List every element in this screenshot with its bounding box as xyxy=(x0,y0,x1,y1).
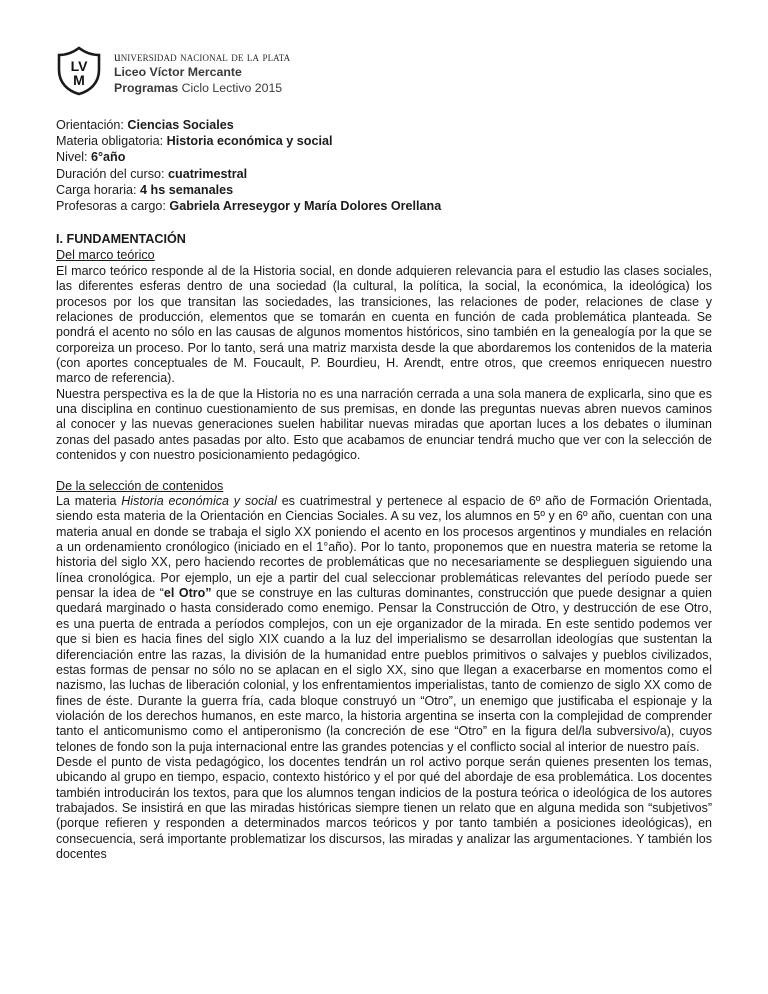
seleccion-text-a: La materia xyxy=(56,494,122,509)
university-name: universidad nacional de la plata xyxy=(114,49,291,64)
seleccion-text-b: es cuatrimestral y pertenece al espacio de 6º año de Formación Orientada, siendo esta materia de la Orientación en Ciencias Sociales. A su vez, los alumnos en 5º y en 6º año, cuentan con una materia anual en donde se trabaja el siglo XX poniendo el acento en los procesos argentinos y mundiales en relación a un ordenamiento cronólogico (iniciado en el 1°año). Por lo tanto, proponemos que en nuestra materia se retome la historia del siglo XX, pero haciendo recortes de problemáticas que no necesariamente se desplieguen siguiendo una línea cronológica. Por ejemplo, un eje a partir del cual seleccionar problemáticas relevantes del período puede ser pensar la idea de “ xyxy=(56,494,713,601)
meta-value-duracion: cuatrimestral xyxy=(168,166,248,181)
meta-label-orientacion: Orientación: xyxy=(56,118,128,132)
programs-label: Programas xyxy=(114,81,179,95)
seleccion-subject-italic: Historia económica y social xyxy=(121,494,277,509)
subheading-marco-teorico: Del marco teórico xyxy=(56,248,155,263)
svg-text:M: M xyxy=(73,72,85,88)
meta-row-nivel xyxy=(56,149,716,165)
meta-row-duracion xyxy=(56,166,716,182)
letterhead xyxy=(56,46,290,96)
svg-text:LV: LV xyxy=(70,58,88,74)
meta-row-materia xyxy=(56,133,716,149)
heading-fundamentacion: I. FUNDAMENTACIÓN xyxy=(56,232,186,246)
meta-label-duracion: Duración del curso: xyxy=(56,166,168,181)
meta-value-nivel: 6°año xyxy=(91,150,126,165)
meta-value-materia: Historia económica y social xyxy=(166,134,333,149)
school-name: Liceo Víctor Mercante xyxy=(114,65,242,79)
paragraph-marco-teorico-1: El marco teórico responde al de la Historia social, en donde adquieren relevancia para el estudio las clases sociales, las diferentes esferas dentro de una sociedad (la cultural, la política, la social, la económica, la ideológica) los procesos por los que transitan las sociedades, las transiciones, las relaciones de poder, relaciones de clase y relaciones de producción, elementos que se tomarán en cuenta en función de cada problemática planteada. Se pondrá el acento no sólo en las causas de algunos momentos históricos, sino también en la genealogía por la que se corporeiza un proceso. Por lo tanto, será una matriz marxista desde la que abordaremos los contenidos de la materia (con aportes conceptuales de M. Foucault, P. Bourdieu, H. Arendt, entre otros, que creemos enriquecen nuestro marco de referencia). xyxy=(56,263,712,386)
meta-row-carga-horaria xyxy=(56,182,716,198)
meta-row-profesoras xyxy=(56,198,716,214)
letterhead-text xyxy=(114,46,290,96)
meta-row-orientacion xyxy=(56,117,716,133)
paragraph-seleccion-1 xyxy=(56,494,712,755)
course-metadata xyxy=(56,117,716,214)
meta-value-profesoras: Gabriela Arreseygor y María Dolores Orellana xyxy=(169,199,442,214)
programs-cycle: Ciclo Lectivo 2015 xyxy=(178,81,283,95)
document-body xyxy=(56,232,712,862)
section-spacer xyxy=(56,463,712,478)
meta-label-profesoras: Profesoras a cargo: xyxy=(56,199,170,214)
lvm-shield-logo-icon xyxy=(56,46,102,96)
seleccion-el-otro-bold: el Otro” xyxy=(163,586,212,601)
paragraph-seleccion-2: Desde el punto de vista pedagógico, los docentes tendrán un rol activo porque serán quienes presenten los temas, ubicando al grupo en tiempo, espacio, contexto histórico y el por qué del abordaje de esa problemática. Los docentes también introducirán los textos, para que los alumnos tengan indicios de la postura teórica o ideológica de los autores trabajados. Se insistirá en que las miradas históricas siempre tienen un relato que en alguna medida son “subjetivos” (porque refieren y responden a determinados marcos teóricos y por tanto también a posiciones ideológicas), en consecuencia, será importante problematizar los discursos, las miradas y analizar las argumentaciones. Y también los docentes xyxy=(56,754,712,861)
meta-label-carga-horaria: Carga horaria: xyxy=(56,182,140,197)
meta-value-carga-horaria: 4 hs semanales xyxy=(140,182,234,197)
meta-label-materia: Materia obligatoria: xyxy=(56,134,167,149)
seleccion-text-c: que se construye en las culturas dominantes, construcción que puede designar a quien quedará marginado o hasta considerado como enemigo. Pensar la Construcción de Otro, y destrucción de ese Otro, es una puerta de entrada a períodos complejos, con un eje organizador de la mirada. En este sentido podemos ver que si bien es hacia fines del siglo XIX cuando a la luz del imperialismo se desarrollan ideologías que sustentan la diferenciación entre las razas, la división de la humanidad entre pueblos primitivos o salvajes y pueblos civilizados, estas formas de pensar no sólo no se aplacan en el siglo XX, sino que llegan a exacerbarse en momentos como el nazismo, las luchas de liberación colonial, y los enfrentamientos imperialistas, tanto de comienzo de siglo XX como de fines de éste. Durante la guerra fría, cada bloque construyó un “Otro”, un enemigo que justificaba el espionaje y la violación de los derechos humanos, en este marco, la historia argentina se inserta con la complejidad de comprender tanto el anticomunismo como el antiperonismo (la concreción de ese “Otro” en la figura del/la subversivo/a), cuyos telones de fondo son la puja internacional entre las grandes potencias y el conflicto social al interior de nuestro país. xyxy=(56,586,712,754)
programs-line xyxy=(114,80,290,96)
meta-label-nivel: Nivel: xyxy=(56,150,91,165)
paragraph-marco-teorico-2: Nuestra perspectiva es la de que la Historia no es una narración cerrada a una sola manera de explicarla, sino que es una disciplina en continuo cuestionamiento de sus premisas, en donde las preguntas nuevas abren nuevos caminos al conocer y las nuevas generaciones suelen habilitar nuevas miradas que aportan luces a los debates o iluminan zonas del pasado antes pasadas por alto. Esto que acabamos de enunciar tendrá mucho que ver con la selección de contenidos y con nuestro posicionamiento pedagógico. xyxy=(56,386,712,462)
subheading-seleccion-contenidos: De la selección de contenidos xyxy=(56,478,224,493)
meta-value-orientacion: Ciencias Sociales xyxy=(127,118,234,132)
